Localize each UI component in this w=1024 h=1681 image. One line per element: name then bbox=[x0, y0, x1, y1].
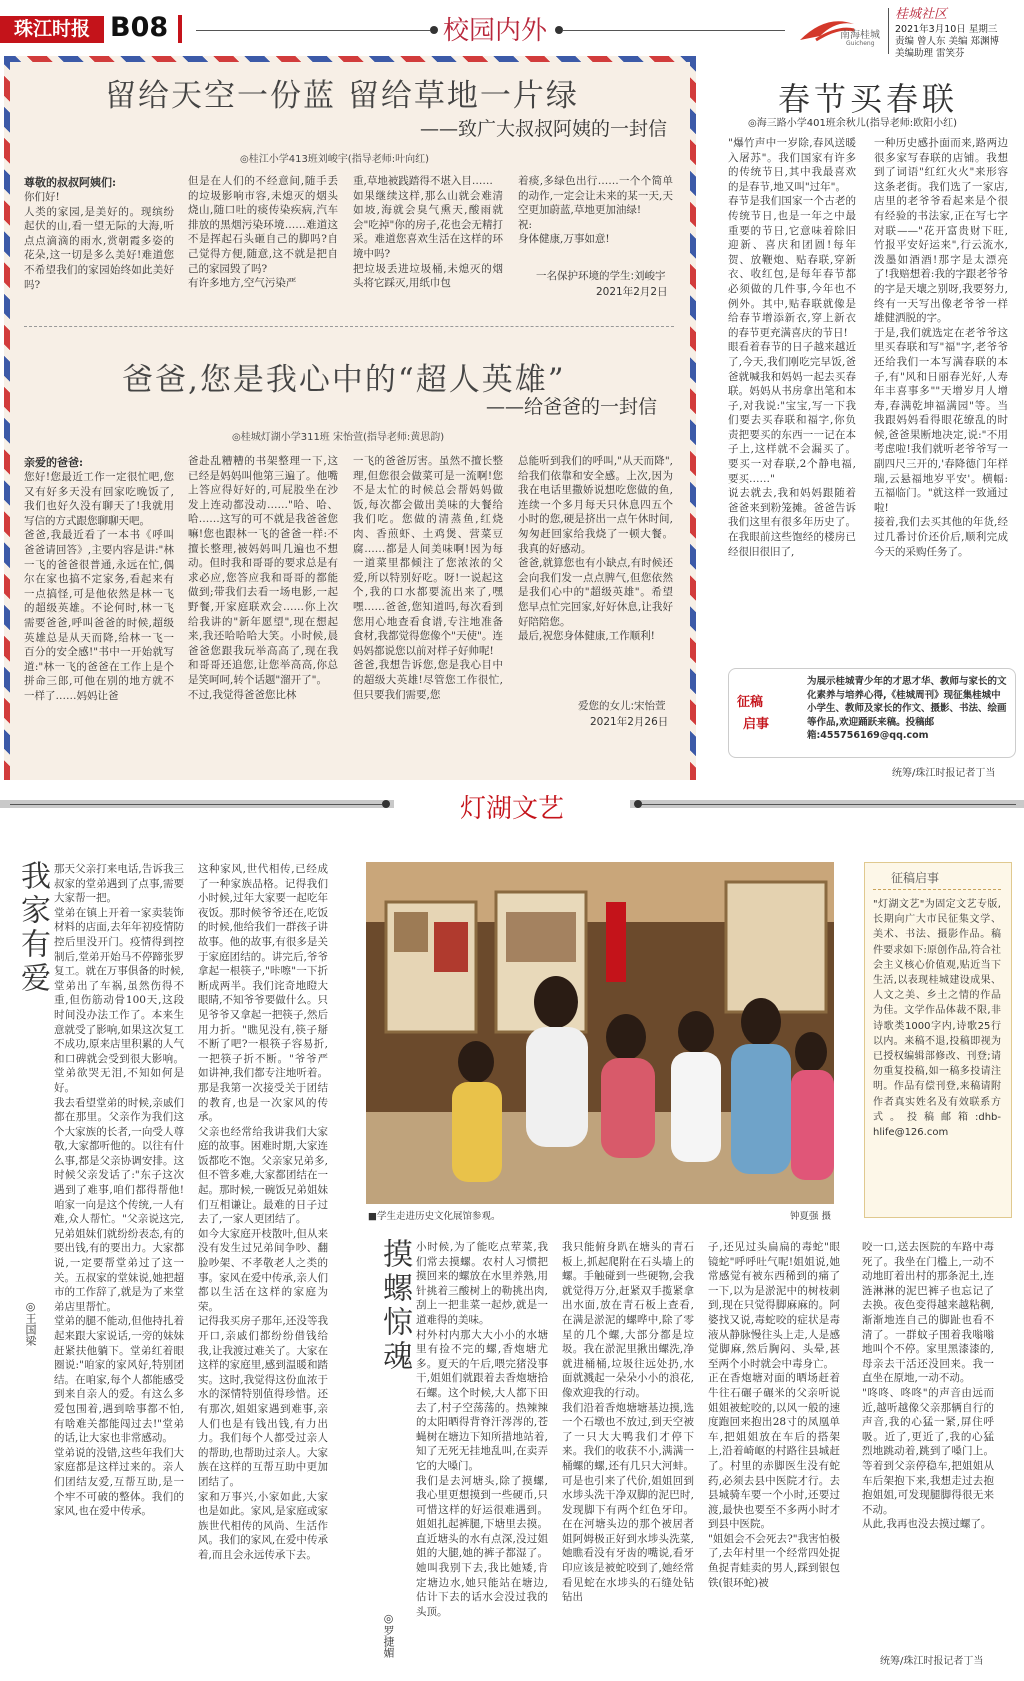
letter2-date: 2021年2月26日 bbox=[590, 716, 669, 728]
notice-text: 为展示桂城青少年的才思才华、教师与家长的文化素养与培养心得,《桂城周刊》现征集桂城中小学生、教师及家长的作文、摄影、书法、绘画等作品,欢迎踊跃来稿。投稿邮箱:455756169@qq.com bbox=[807, 676, 1007, 741]
letter2-col2: 爸赴乱糟糟的书架整理一下,这已经是妈妈叫他第三遍了。他嘴上答应得好好的,可屁股坐在沙发上连动都没动……"哈、哈、哈……这写的可不就是我爸爸您嘛!您也跟林一飞的爸爸一样:不擅长整理,被妈妈叫几遍也不想动。但时我和哥哥的要求总是有求必应,您答应我和哥哥的都能做到;带我们去看一场电影,一起野餐,开家庭联欢会……你上次给我讲的"新年愿望",现在想起来,我还哈哈哈大笑。小时候,晨爸爸您跟我玩举高高了,现在我和哥哥还追您,让您举高高,你总是笑呵呵,转个话题"溜开了"。 不过,我觉得爸爸您比林 bbox=[188, 455, 338, 701]
rule-dot bbox=[430, 26, 438, 34]
letter2-signature: 爱您的女儿:宋怡萱 bbox=[578, 700, 666, 712]
section-title: 校园内外 bbox=[442, 16, 547, 46]
snail-col3: 子,还见过头扁扁的毒蛇"眼镜蛇"呼呼吐气呢!姐姐说,她常感觉有被东西稀到的痛了一下,以为是淤泥中的树枝刺到,现在只觉得脚麻麻的。阿婆找又说,毒蛇咬的症状是毒液从静脉慢往头上走,人是感觉脚麻,然后胸闷、头晕,甚至两个小时就会中毒身亡。 正在香炮塘对面的晒场赶着牛往石碾子碾米的父亲听说姐姐被蛇咬的,以风一般的速度跑回来抱出28寸的凤凰单车,把姐姐放在车后的搭架上,沿着崎岖的村路往县城赶了。村里的赤脚医生没有蛇药,必须去县中医院才行。去县城骑车要一个小时,还要过渡,最快也要至不多两小时才到县中医院。 "姐姐会不会死去?"我害怕极了,去年村里一个经常四处捉鱼捉青蛙卖的男人,踩到银包铁(银环蛇)被 bbox=[708, 1241, 840, 1589]
credit-top: 统筹/珠江时报记者丁当 bbox=[892, 768, 996, 779]
letter2-byline: ◎桂城灯湖小学311班 宋怡萱(指导老师:黄思韵) bbox=[232, 432, 445, 443]
letter1-col2: 但是在人们的不经意间,随手丢的垃圾影响市容,未熄灭的烟头烧山,随口吐的痰传染疾病,汽车排放的黑烟污染环境……难道这不是挥起石头砸自己的脚吗?自己觉得方便,随意,这不就是把自己的家园毁了吗? 有许多地方,空气污染严 bbox=[188, 175, 338, 290]
letter2-title: 爸爸,您是我心中的“超人英雄” bbox=[122, 362, 566, 398]
notice-label-2: 启事 bbox=[743, 717, 770, 732]
snail-col1: 小时候,为了能吃点荤菜,我们常去摸螺。农村人习惯把摸回来的螺放在水里养熟,用针挑着三酸树上的勒挑出肉,刮上一把韭菜一起炒,就是一道难得的美味。 村外村内那大大小小的水塘里有捡不完的螺,香炮塘尤多。夏天的午后,喂完猪没事干,姐姐们就跟着去香炮塘拾石螺。这个时候,大人都下田去了,村子空荡荡的。热辣辣的太阳晒得背脊汗涔涔的,苍蝇树在塘边下知所措地站着,知了无死无挂地乱叫,在卖弄它的大嗓门。 我们是去河塘头,除了摸螺,我心里更想摸到一些硬币,只可惜这样的好运很难遇到。姐姐扎起裤腿,下塘里去摸。直近塘头的水有点深,没过姐姐的大腿,她的裤子都湿了。她叫我别下去,我比她矮,肯定塘边水,她只能站在塘边,估计下去的话水会没过我的头顶。 bbox=[416, 1241, 548, 1618]
letter2-salutation: 亲爱的爸爸: bbox=[24, 456, 84, 469]
letter1-salutation: 尊敬的叔叔阿姨们: bbox=[24, 176, 117, 189]
couplet-col1: "爆竹声中一岁除,春风送暖入屠苏"。我们国家有许多的传统节日,其中我最喜欢的是春节,地又叫"过年"。 春节是我们国家一个古老的传统节日,也是一年之中最重要的节日,它意味着除旧迎新、喜庆和团圆!每年贺、放鞭炮、贴春联,穿新衣、收红包,是每年春节都必须做的几件事,今年也不例外。其中,贴春联就像是给春节增添新衣,穿上新衣的春节更充满喜庆的节日! 眼看着春节的日子越来越近了,今天,我们刚吃完早饭,爸爸就喊我和妈妈一起去买春联。妈妈从书房拿出笔和本子,对我说:"宝宝,写一下我们要去买春联和福字,你负责把要买的东西一一记在本子上,这样就不会漏买了。要买一对春联,2个静电福,要买……" 说去就去,我和妈妈跟随着爸爸来到粉笼摊。爸爸告诉我们这里有很多年历史了。在我眼前这些饱经的楼房已经很旧很旧了, bbox=[728, 137, 856, 558]
section2-title: 灯湖文艺 bbox=[394, 788, 630, 820]
column-logo-text: 南海桂城 bbox=[840, 30, 880, 41]
column-tag: 桂城社区 bbox=[895, 7, 948, 22]
letter2-col3: 一飞的爸爸厉害。虽然不擅长整理,但您很会做菜可是一流啊!您不是太忙的时候总会帮妈妈做饭,每次都会做出美味的大餐给我们吃。您做的清蒸鱼,红烧肉、香煎虾、土鸡煲、营菜豆腐……都是人间美味啊!因为每一道菜里都倾注了您浓浓的父爱,所以特别好吃。呀!一说起这个,我的口水都要流出来了,嘿嘿……爸爸,您知道吗,每次看到您用心地查看食谱,专注地准备食材,我都觉得您像个"天使"。连妈妈都说您以前对样子好帅呢! 爸爸,我想告诉您,您是我心目中的超级大英雄!尽管您工作很忙,但只要我们需要,您 bbox=[353, 455, 503, 701]
issue-date: 2021年3月10日 星期三 bbox=[895, 24, 998, 35]
family-author: ◎王国梁 bbox=[24, 1300, 37, 1346]
family-col1: 那天父亲打来电话,告诉我三叔家的堂弟遇到了点事,需要大家帮一把。 堂弟在镇上开着一家卖装饰材料的店面,去年年初疫情防控后里没开门。疫情得到控制后,堂弟开始马不停蹄张罗复工。就在万事俱备的时候,堂弟出了车祸,虽然伤得不重,但伤筋动骨100天,这段时间没办法工作了。本来生意就受了影响,如果这次复工不成功,原来店里积累的人气和口碑就会受到很大影响。堂弟欲哭无泪,不知如何是好。 我去看望堂弟的时候,亲戚们都在那里。父亲作为我们这个大家族的长者,一向受人尊敬,大家都听他的。以往有什么事,都是父亲协调安排。这时候父亲发话了:"东子这次遇到了难事,咱们都得帮他!咱家一向是这个传统,一人有难,众人帮忙。"父亲说这完,兄弟姐妹们就纷纷表态,有的要出钱,有的要出力。大家都说,一定要帮堂弟过了这一关。五叔家的堂妹说,她把超市的工作辞了,就是为了来堂弟店里帮忙。 堂弟的腿不能动,但他持扎着起来跟大家说话,一旁的妹妹赶紧扶他躺下。堂弟红着眼圈说:"咱家的家风好,特别团结。在咱家,每个人都能感受到来自亲人的爱。有这么多爱包围着,遇到啥事都不怕,有啥难关都能闯过去!"堂弟的话,让大家也非常感动。 堂弟说的没错,这些年我们大家庭都是这样过来的。亲人们团结友爱,互帮互助,是一个牢不可破的整体。我们的家风,也在爱中传承。 bbox=[54, 863, 184, 1518]
couplet-byline: ◎海三路小学401班余秋儿(指导老师:欧阳小红) bbox=[748, 118, 957, 129]
letter2-col1: 您好!您最近工作一定很忙吧,您又有好多天没有回家吃晚饭了,我们也好久没有聊天了!我就用写信的方式跟您聊聊天吧。 爸爸,我最近看了一本书《呼叫爸爸请回答》,主要内容是讲:"林一飞的爸爸很普通,永远在忙,偶尔在家也搞不定家务,看起来有一点搞怪,可是他依然是林一飞的超级英雄。不论何时,林一飞需要爸爸,呼叫爸爸的时候,超级英雄总是从天而降,给林一飞一百分的安全感!"书中一开始就写道:"林一飞的爸爸在工作上是个拼命三郎,可他在别的地方就不一样了……妈妈让爸 bbox=[24, 471, 174, 702]
photo-caption: ■学生走进历史文化展馆参观。 bbox=[368, 1211, 501, 1222]
editor-credit: 责编 曾人东 美编 郑渊博 bbox=[895, 36, 1000, 47]
letter1-subtitle: ——致广大叔叔阿姨的一封信 bbox=[420, 118, 668, 140]
letter1-col3: 重,草地被践踏得不堪入目…… 如果继续这样,那么山就会难清如坡,海就会臭气熏天,酸雨就会"吃掉"你的房子,花也会无精打采。难道您喜欢生活在这样的环境中吗? 把垃圾丢进垃圾桶,未熄灭的烟头将它踩灭,用纸巾包 bbox=[353, 175, 503, 290]
rule-dot bbox=[634, 800, 642, 808]
letter1-date: 2021年2月2日 bbox=[596, 286, 668, 298]
column-logo-sub: Guicheng bbox=[846, 40, 875, 47]
notice2-label: 征稿启事 bbox=[891, 871, 940, 885]
photo-credit: 钟夏强 摄 bbox=[790, 1211, 832, 1222]
letter2-col4: 总能听到我们的呼叫,"从天而降",给我们依靠和安全感。上次,因为我在电话里撒娇说想吃您做的鱼,连续一个多月每天只休息四五个小时的您,硬是挤出一点午休时间,匆匆赶回家给我烧了一顿大餐。我真的好感动。 爸爸,就算您也有小缺点,有时候还会向我们发一点点脾气,但您依然是我们心中的"超级英雄"。希望您早点忙完回家,好好休息,让我好好陪陪您。 最后,祝您身体健康,工作顺利! bbox=[518, 455, 673, 643]
section2-rule-left bbox=[10, 804, 382, 805]
letter-separator bbox=[24, 326, 674, 327]
masthead-rule-right bbox=[563, 30, 785, 31]
masthead-divider bbox=[888, 8, 889, 54]
exhibition-photo-image bbox=[366, 862, 834, 1204]
snail-col2: 我只能俯身趴在塘头的青石板上,抓起爬附在石头墙上的螺。手触碰到一些硬物,会我就觉得万分,赶紧双手揽紧拿出水面,放在青石板上查看,在满是淤泥的螺哗中,除了零星的几个螺,大部分都是垃圾。我在淤泥里揪出螺洗,净就进桶桶,垃圾往远处扔,水面就溅起一朵朵小小的浪花,像欢迎我的行动。 我们沿着香炮塘塘基边摸,选一个石墩也不放过,到天空被了一只大大鸭我们才停下来。我们的收获不小,满满一桶螺的螺,还有几只大河蚌。可是也引来了代价,姐姐回到水埗头洗干净双脚的泥巴时,发现脚下有两个红色牙印。在在河塘头边的那个被居者姐阿姆极正好到水埗头洗菜,她瞧看没有牙齿的嘴说,看牙印应该是被蛇咬到了,她经常看见蛇在水埗头的石缝处钻钻出 bbox=[562, 1241, 694, 1604]
notice2-text: "灯湖文艺"为固定文艺专版,长期向广大市民征集文学、美术、书法、摄影作品。稿件要求如下:原创作品,符合社会主义核心价值观,贴近当下生活,以表现桂城建设成果、人文之美、乡土之情的作品为佳。文学作品体裁不限,非诗歌类1000字内,诗歌25行以内。来稿不退,投稿即视为已授权编辑部修改、刊登;请勿重复投稿,如一稿多投请注明。作品有偿刊登,来稿请附作者真实姓名及有效联系方式。投稿邮箱:dhb-hlife@126.com bbox=[873, 899, 1001, 1139]
paper-logo: 珠江时报 bbox=[0, 16, 104, 43]
section2-rule-right bbox=[642, 804, 1016, 805]
family-col2: 这种家风,世代相传,已经成了一种家族品格。记得我们小时候,过年大家要一起吃年夜饭。那时候爷爷还在,吃饭的时候,他给我们一群孩子讲故事。他的故事,有很多是关于家庭团结的。讲完后,爷爷拿起一根筷子,"咔嚓"一下折断成两半。我们诧奇地瞪大眼睛,不知爷爷要做什么。只见爷爷又拿起一把筷子,然后用力折。"瞧见没有,筷子掰不断了吧?一根筷子容易折,一把筷子折不断。"爷爷严如讲神,我们都专注地听着。那是我第一次接受关于团结的教育,也是一次家风的传承。 父亲也经常给我讲我们大家庭的故事。困难时期,大家连饭都吃不饱。父亲家兄弟多,但不管多难,大家都团结在一起。那时候,一碗饭兄弟姐妹们互相谦让。最难的日子过去了,一家人更团结了。 如今大家庭开枝散叶,但从来没有发生过兄弟间争吵、翻脸吵架、不孝敬老人之类的事。家风在爱中传承,亲人们都以生活在这样的家庭为荣。 记得我买房子那年,还没等我开口,亲戚们都纷纷借钱给我,让我渡过难关了。大家在这样的家庭里,感到温暖和踏实。这时,我觉得这份血浓于水的深情特别值得珍惜。还有那次,姐姐家遇到难事,亲人们也是有钱出钱,有力出力。我们每个人都受过亲人的帮助,也帮助过亲人。大家族在这样的互帮互助中更加团结了。 家和万事兴,小家如此,大家也是如此。家风,是家庭或家族世代相传的风尚、生活作风。我们的家风,在爱中传承着,而且会永远传承下去。 bbox=[198, 863, 328, 1561]
rule-dot bbox=[382, 800, 390, 808]
masthead-red-bar bbox=[178, 15, 182, 43]
letter1-col4: 着痰,多绿色出行……一个个简单的动作,一定会让未来的某一天,天空更加蔚蓝,草地更加油绿! 祝: 身体健康,万事如意! bbox=[518, 175, 673, 246]
letter1-signature: 一名保护环境的学生:刘峻宇 bbox=[536, 270, 666, 282]
couplet-col2: 一种历史感扑面而来,路两边很多家写春联的店铺。我想到了词语"红红火火"来形容这条老街。我们选了一家店,店里的老爷爷看起来是个很有经验的书法家,正在写七字对联——"花开富贵财下旺,竹报平安好运来",行云流水,泼墨如酒酒!那字是太漂亮了!我赔想着:我的字跟老爷爷的字是天壤之别呀,我要努力,终有一天写出像老爷爷一样雄健洒脱的字。 于是,我们就选定在老爷爷这里买春联和写"福"字,老爷爷还给我们一本写满春联的本子,有"风和日丽春光好,人寿年丰喜事多""天增岁月人增寿,春满乾坤福满园"等。当我跟妈妈看得眼花缭乱的时候,爸爸果断地决定,说:"不用考虑啦!我们就听老爷爷写一副四尺三开的,'春降德门年样瑞,云悬福地岁平安'。横幅:五福临门。"就这样一致通过啦! 接着,我们去买其他的年货,经过几番讨价还价后,顺利完成今天的采购任务了。 bbox=[874, 137, 1008, 558]
rule-dot bbox=[555, 26, 563, 34]
page-number: B08 bbox=[110, 12, 169, 43]
assistant-credit: 美编助理 雷笑芬 bbox=[895, 48, 965, 59]
snail-title: 摸螺惊魂 bbox=[377, 1238, 412, 1374]
credit-bottom: 统筹/珠江时报记者丁当 bbox=[880, 1656, 984, 1667]
snail-author: ◎罗捷媚 bbox=[382, 1612, 395, 1658]
snail-col4: 咬一口,送去医院的车路中毒死了。我坐在门槛上,一动不动地盯着出村的那条泥土,连涟淋淋的泥巴裤子也忘记了去换。夜色变得越来越粘稠,渐渐地连自己的脚趾也看不清了。一群蚊子围着我嗡嗡地叫个不停。家里黑漆漆的,母亲去干活还没回来。我一直坐在原地,一动不动。 "咚咚、咚咚"的声音由远而近,越听越像父亲那辆自行的声音,我的心猛一紧,屏住呼吸。近了,更近了,我的心猛烈地跳动着,跳到了嗓门上。等着到父亲停稳车,把姐姐从车后架抱下来,我想走过去抱抱姐姐,可发现腿脚得很无来不动。 从此,我再也没去摸过螺了。 bbox=[862, 1241, 994, 1531]
exhibition-photo bbox=[366, 862, 834, 1204]
family-title: 我家有爱 bbox=[15, 860, 50, 996]
notice2-rule bbox=[873, 889, 1001, 890]
submission-notice-side bbox=[864, 862, 1012, 1218]
notice-label-1: 征稿 bbox=[737, 695, 764, 710]
couplet-title: 春节买春联 bbox=[778, 80, 959, 118]
submission-notice-top bbox=[728, 668, 1016, 758]
masthead-rule-left bbox=[196, 30, 430, 31]
letter1-title: 留给天空一份蓝 留给草地一片绿 bbox=[105, 78, 579, 114]
letter2-subtitle: ——给爸爸的一封信 bbox=[486, 396, 658, 418]
letter1-col1: 你们好! 人类的家园,是美好的。现缤纷起伏的山,看一望无际的大海,听点点滴滴的雨水,赏朝霞多姿的花朵,这一切是多么美好!难道您不希望我们的家园始终如此美好吗? bbox=[24, 191, 174, 291]
letter1-byline: ◎桂江小学413班刘峻宇(指导老师:叶向红) bbox=[240, 154, 429, 165]
